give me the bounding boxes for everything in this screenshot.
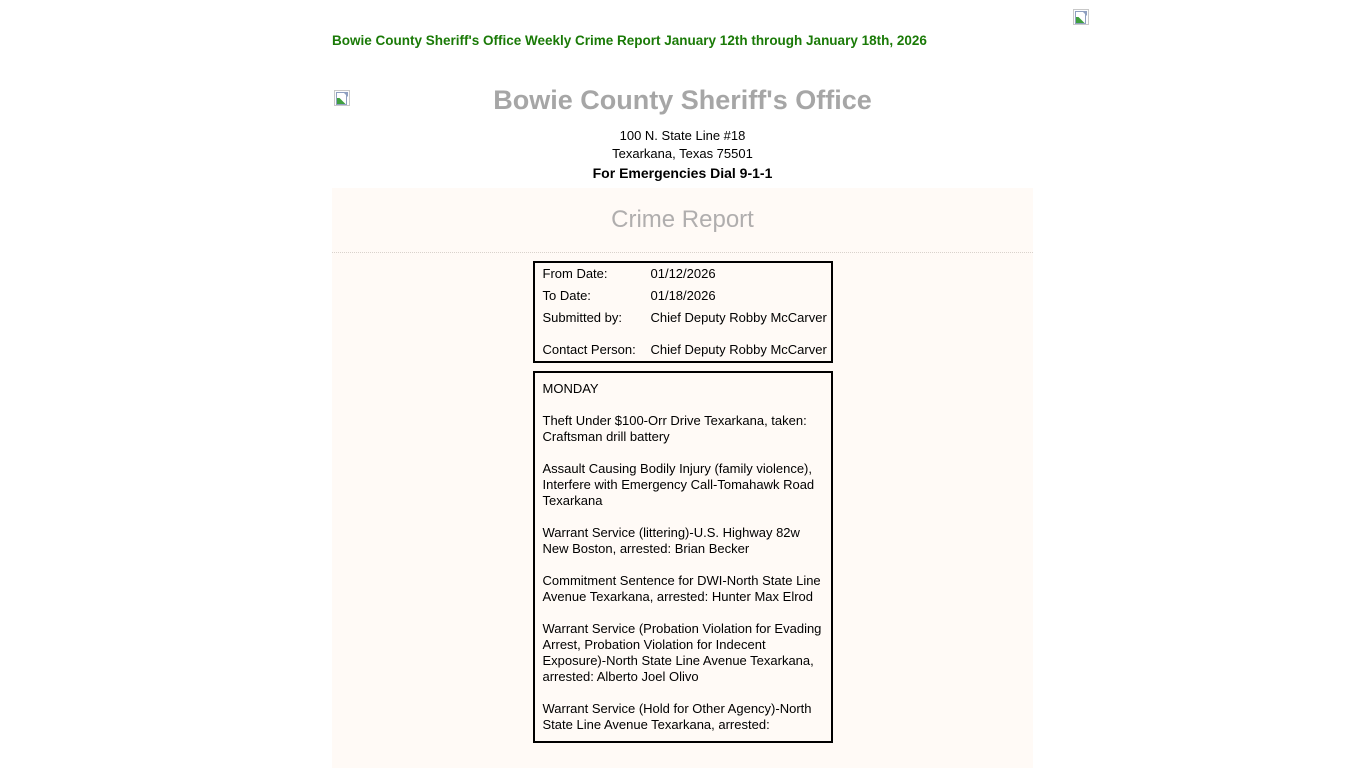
- from-date-value: 01/12/2026: [650, 266, 716, 281]
- content-band: [332, 188, 1033, 768]
- masthead: [332, 84, 1033, 120]
- address-line-2: Texarkana, Texas 75501: [612, 146, 753, 161]
- band-divider: [332, 252, 1033, 253]
- table-row: [534, 339, 832, 362]
- address-block: [332, 127, 1033, 183]
- list-item: Assault Causing Bodily Injury (family violence), Interfere with Emergency Call-Tomahawk Road Texarkana: [542, 461, 815, 508]
- band-title: Crime Report: [611, 206, 754, 233]
- corner-broken-image-icon: [1073, 9, 1089, 25]
- list-item: Warrant Service (Hold for Other Agency)-North State Line Avenue Texarkana, arrested:: [542, 701, 812, 732]
- submitted-by-label: Submitted by:: [542, 310, 622, 325]
- table-spacer-row: [534, 329, 832, 339]
- table-row: [534, 372, 832, 742]
- from-date-label: From Date:: [542, 266, 608, 281]
- to-date-label: To Date:: [542, 288, 591, 303]
- entries-cell: [534, 372, 832, 742]
- to-date-value: 01/18/2026: [650, 288, 716, 303]
- broken-image-icon: [1073, 9, 1089, 25]
- list-item: Warrant Service (littering)-U.S. Highway 82w New Boston, arrested: Brian Becker: [542, 525, 800, 556]
- address-line-1: 100 N. State Line #18: [619, 128, 746, 143]
- list-item: Commitment Sentence for DWI-North State Line Avenue Texarkana, arrested: Hunter Max Elrod: [542, 573, 821, 604]
- emergency-line: For Emergencies Dial 9-1-1: [592, 165, 773, 181]
- table-row: [534, 307, 832, 329]
- page-heading: Bowie County Sheriff's Office Weekly Crime Report January 12th through January 18th, 2026: [332, 33, 927, 48]
- submitted-by-value: Chief Deputy Robby McCarver: [650, 310, 827, 325]
- contact-person-label: Contact Person:: [542, 342, 636, 357]
- day-heading: MONDAY: [542, 381, 599, 396]
- list-item: Warrant Service (Probation Violation for Evading Arrest, Probation Violation for Indecent Exposure)-North State Line Avenue Texarkana, arrested: Alberto Joel Olivo: [542, 621, 822, 684]
- table-row: [534, 262, 832, 285]
- report-entries-table: [533, 371, 833, 743]
- report-info-table: [533, 261, 833, 363]
- organization-title: Bowie County Sheriff's Office: [493, 85, 872, 115]
- report-wrapper: [533, 261, 833, 743]
- list-item: Theft Under $100-Orr Drive Texarkana, taken: Craftsman drill battery: [542, 413, 807, 444]
- contact-person-value: Chief Deputy Robby McCarver: [650, 342, 827, 357]
- table-row: [534, 285, 832, 307]
